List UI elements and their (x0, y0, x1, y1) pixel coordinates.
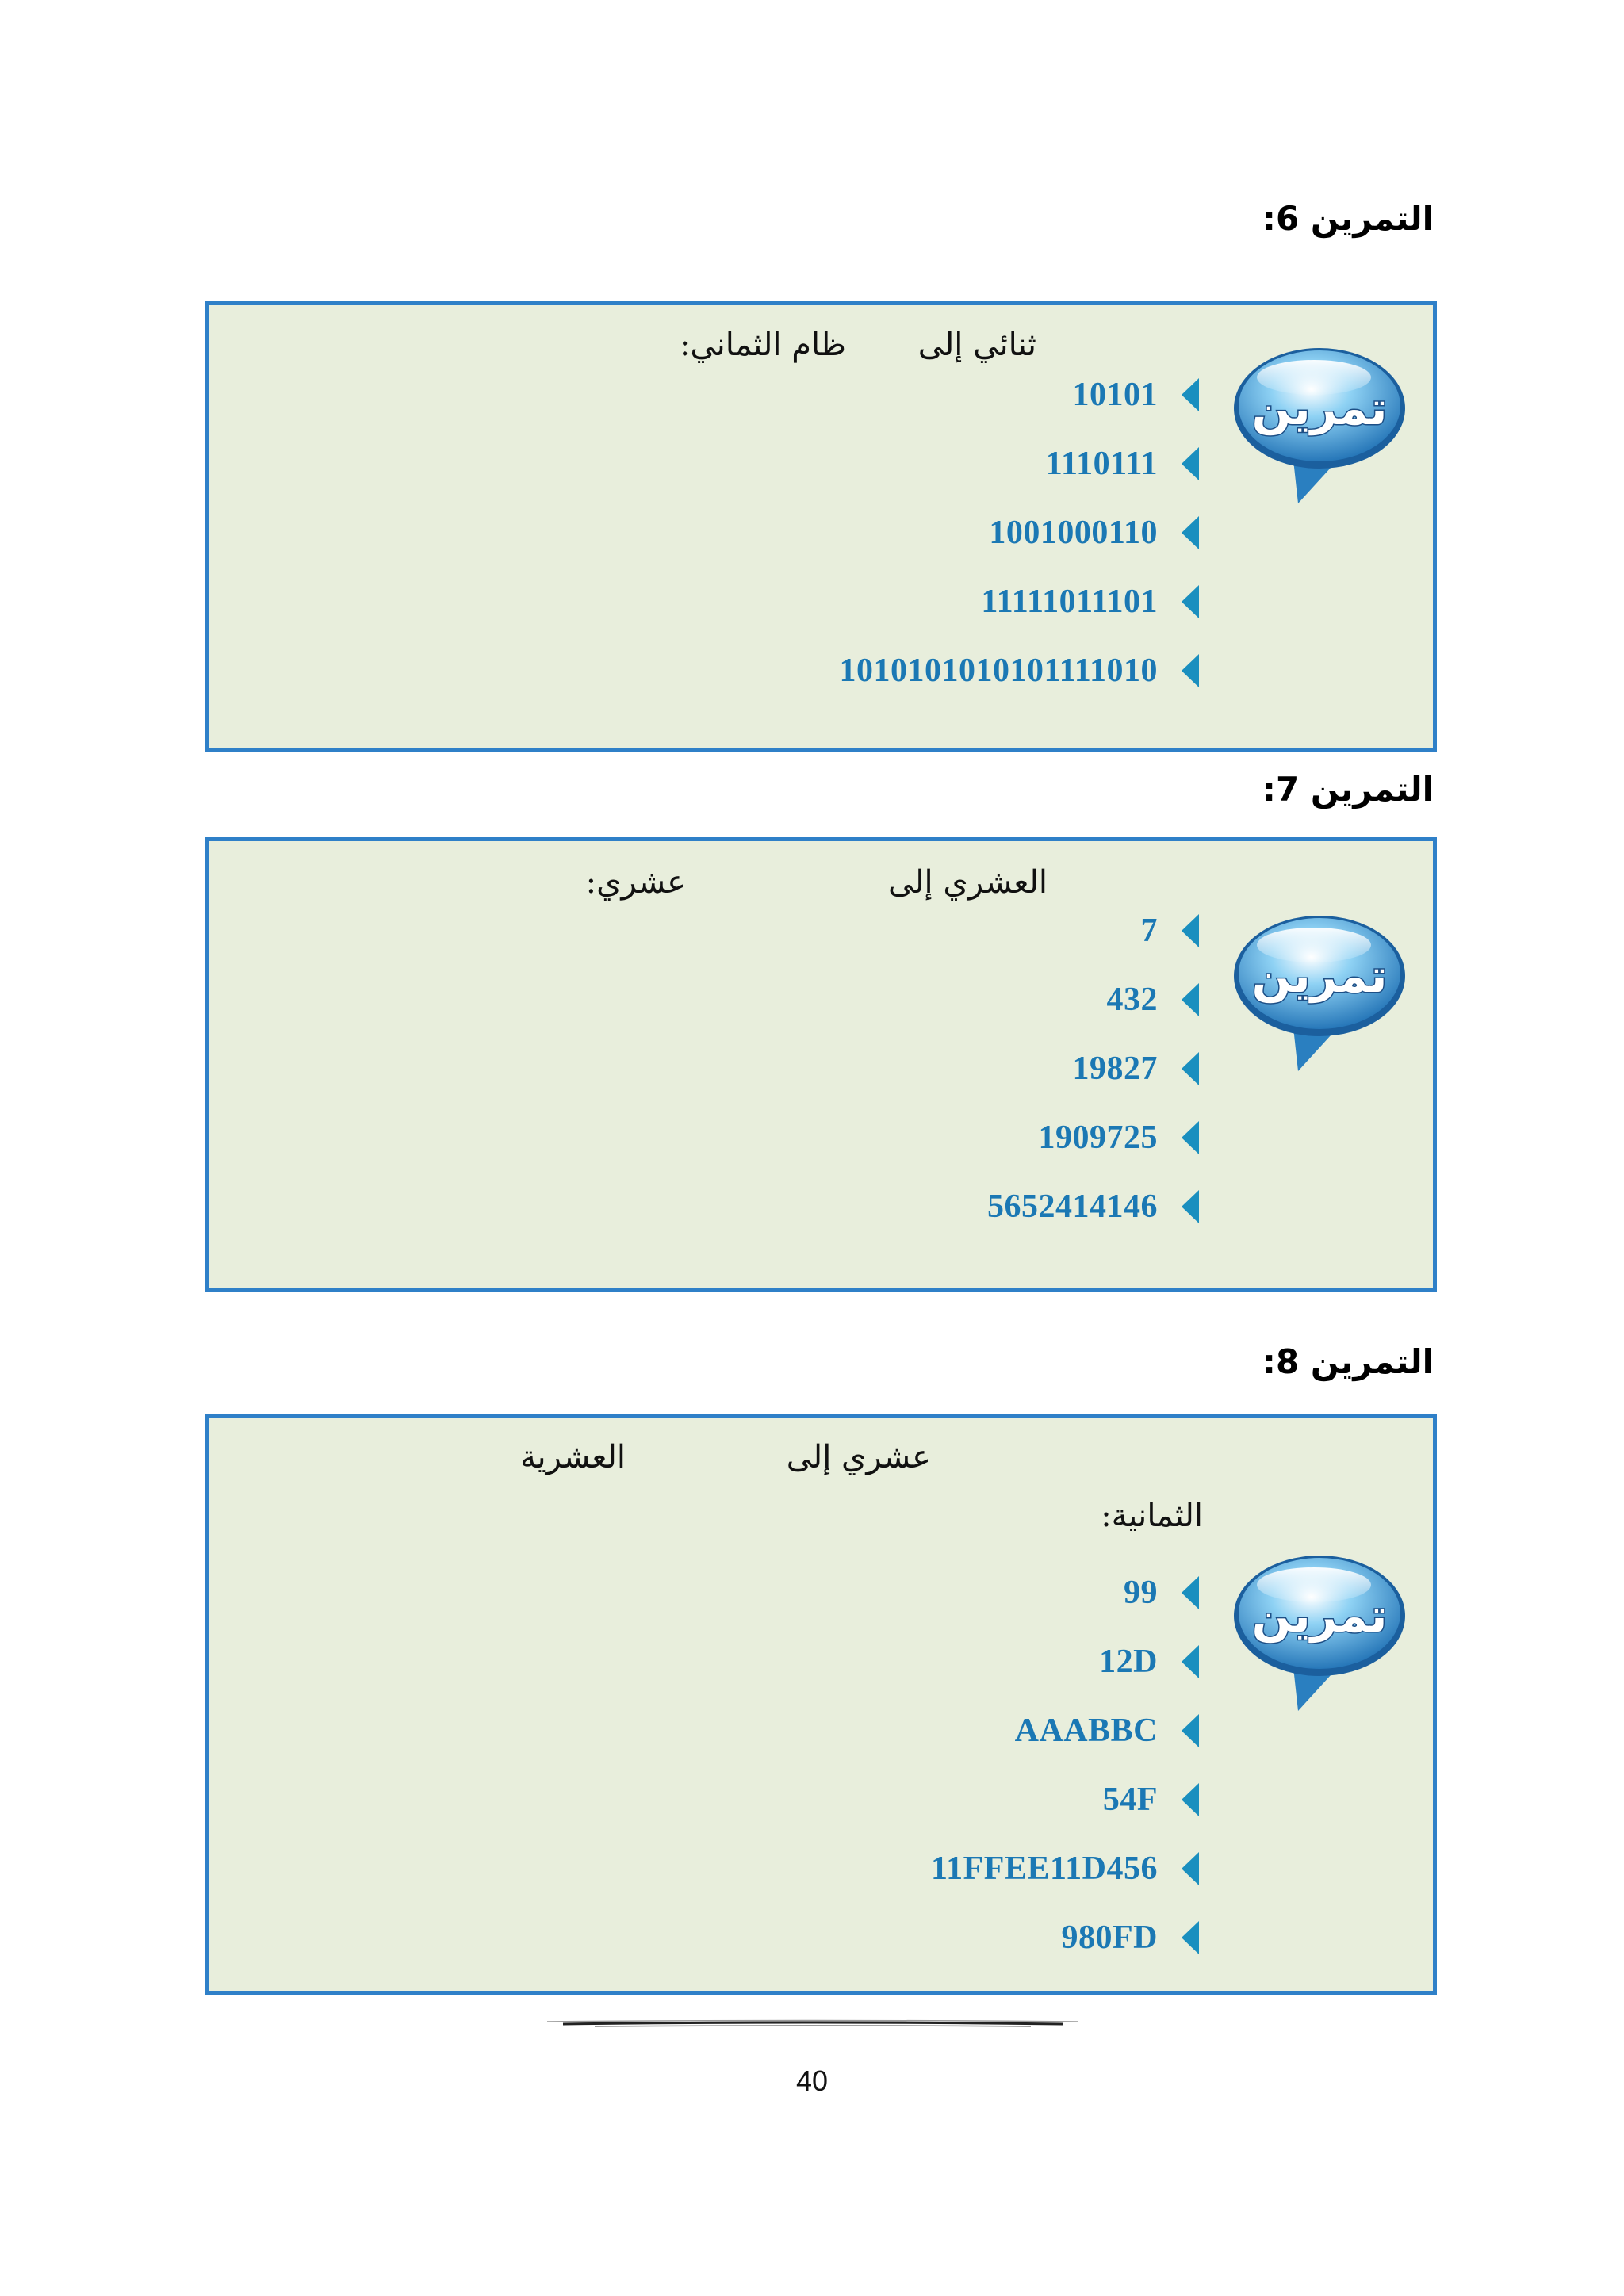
triangle-left-bullet-icon (1182, 1783, 1199, 1816)
exercise-7-box (205, 837, 1437, 1292)
exercise-7-heading: التمرين 7: (1262, 770, 1434, 809)
exercise-6-instruction-part-1: ثنائي إلى (917, 327, 1036, 363)
item-value: 99 (1124, 1574, 1158, 1611)
exercise-8-instruction-part-2: العشرية (520, 1439, 626, 1475)
triangle-left-bullet-icon (1182, 1190, 1199, 1223)
triangle-left-bullet-icon (1182, 1576, 1199, 1609)
item-value: 19827 (1072, 1050, 1158, 1087)
exercise-8-box (205, 1414, 1437, 1995)
item-value: 432 (1106, 981, 1158, 1018)
list-item (931, 1765, 1199, 1834)
exercise-8-instruction-part-3: الثمانية: (1101, 1498, 1203, 1534)
item-value: 54F (1102, 1781, 1158, 1818)
exercise-6-instruction-part-2: ظام الثماني: (679, 327, 846, 363)
triangle-left-bullet-icon (1182, 914, 1199, 947)
triangle-left-bullet-icon (1182, 447, 1199, 480)
item-value: 12D (1099, 1643, 1158, 1680)
badge-label: تمرين (1251, 1589, 1388, 1643)
list-item (987, 1172, 1199, 1241)
item-value: 1110111 (1045, 445, 1158, 482)
item-value: 1909725 (1038, 1119, 1158, 1156)
list-item (839, 567, 1199, 636)
triangle-left-bullet-icon (1182, 1052, 1199, 1085)
exercise-8-heading: التمرين 8: (1262, 1342, 1434, 1381)
triangle-left-bullet-icon (1182, 1714, 1199, 1747)
exercise-6-items (839, 360, 1199, 705)
list-item (987, 896, 1199, 965)
item-value: 11FFEE11D456 (930, 1850, 1158, 1887)
exercise-7-instruction-part-2: عشري: (585, 864, 686, 901)
list-item (839, 429, 1199, 498)
item-value: 980FD (1061, 1919, 1158, 1956)
list-item (839, 498, 1199, 567)
item-value: 11111011101 (981, 583, 1158, 620)
list-item (931, 1834, 1199, 1903)
triangle-left-bullet-icon (1182, 654, 1199, 687)
triangle-left-bullet-icon (1182, 983, 1199, 1016)
list-item (931, 1903, 1199, 1972)
exercise-8-items (931, 1558, 1199, 1972)
item-value: 1010101010101111010 (839, 652, 1158, 689)
list-item (987, 1034, 1199, 1103)
triangle-left-bullet-icon (1182, 378, 1199, 411)
speech-bubble-badge-icon (1228, 341, 1411, 507)
item-value: 5652414146 (987, 1188, 1158, 1225)
page-number: 40 (795, 2064, 829, 2097)
speech-bubble-badge-icon (1228, 909, 1411, 1075)
page-divider (547, 2019, 1078, 2028)
triangle-left-bullet-icon (1182, 1921, 1199, 1954)
list-item (987, 1103, 1199, 1172)
triangle-left-bullet-icon (1182, 516, 1199, 549)
list-item (931, 1696, 1199, 1765)
exercise-7-items (987, 896, 1199, 1241)
item-value: 1001000110 (989, 514, 1158, 551)
triangle-left-bullet-icon (1182, 1645, 1199, 1678)
list-item (931, 1627, 1199, 1696)
triangle-left-bullet-icon (1182, 1121, 1199, 1154)
triangle-left-bullet-icon (1182, 1852, 1199, 1885)
exercise-7-instruction-part-1: العشري إلى (887, 864, 1048, 901)
speech-bubble-badge-icon (1228, 1548, 1411, 1715)
item-value: 10101 (1072, 376, 1158, 413)
item-value: 7 (1140, 912, 1158, 949)
badge-label: تمرين (1251, 949, 1388, 1003)
badge-label: تمرين (1251, 381, 1388, 435)
list-item (987, 965, 1199, 1034)
exercise-8-instruction-part-1: عشري إلى (786, 1439, 931, 1475)
item-value: AAABBC (1014, 1712, 1158, 1749)
list-item (839, 636, 1199, 705)
exercise-6-heading: التمرين 6: (1262, 199, 1434, 238)
list-item (839, 360, 1199, 429)
triangle-left-bullet-icon (1182, 585, 1199, 618)
list-item (931, 1558, 1199, 1627)
exercise-6-box (205, 301, 1437, 752)
